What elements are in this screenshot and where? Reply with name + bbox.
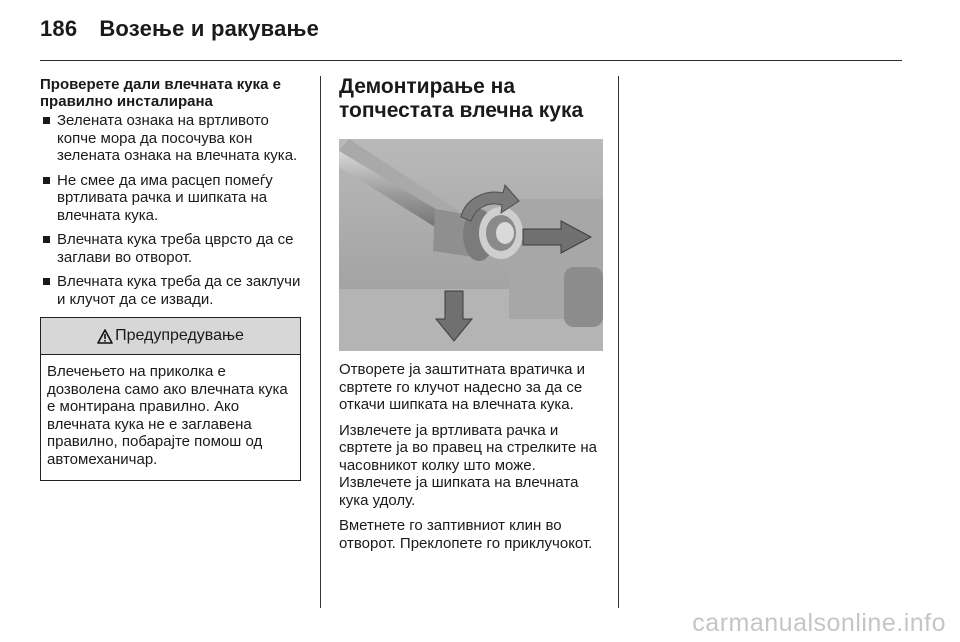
warning-triangle-icon: [97, 329, 113, 344]
page-number: 186: [40, 16, 78, 41]
warning-text: Влечењето на приколка е дозволена само ако влечната кука е монтирана правилно. Ако влечната кука не е заглавена правилно, побарајте помош од автомеханичар.: [47, 363, 288, 468]
bullet-square-icon: [43, 117, 50, 124]
warning-header: [41, 318, 300, 355]
middle-column: [339, 76, 605, 560]
bullet-square-icon: [43, 177, 50, 184]
instruction-paragraph-1: Отворете ја заштитната вратичка и свртете го клучот надесно за да се откачи шипката на влечната кука.: [339, 361, 585, 413]
list-item: [40, 172, 302, 225]
column-divider-2: [618, 76, 619, 608]
towbar-removal-illustration: [339, 139, 603, 351]
list-item: [40, 231, 302, 266]
list-item-text: Не смее да има расцеп помеѓу вртливата рачка и шипката на влечната кука.: [57, 171, 273, 224]
bullet-square-icon: [43, 278, 50, 285]
instruction-paragraph-3: Вметнете го заптивниот клин во отворот. Преклопете го приклучокот.: [339, 517, 593, 552]
column-divider-1: [320, 76, 321, 608]
instruction-paragraph-2: Извлечете ја вртливата рачка и свртете ја во правец на стрелките на часовникот колку што може. Извлечете ја шипката на влечната кука удолу.: [339, 421, 597, 509]
left-column: [40, 76, 302, 481]
list-item: [40, 112, 302, 165]
list-item-text: Влечната кука треба да се заклучи и клучот да се извади.: [57, 273, 301, 308]
page-header: [40, 16, 319, 42]
watermark: carmanualsonline.info: [692, 609, 946, 637]
warning-title: Предупредување: [115, 327, 244, 344]
list-item-text: Влечната кука треба цврсто да се заглави во отворот.: [57, 231, 294, 266]
page-title: Возење и ракување: [99, 16, 320, 41]
warning-box: [40, 317, 301, 481]
header-divider: [40, 60, 902, 61]
bullet-square-icon: [43, 236, 50, 243]
check-subheading: Проверете дали влечната кука е правилно инсталирана: [40, 76, 281, 110]
check-list: [40, 112, 302, 308]
instructions: [339, 361, 607, 552]
list-item-text: Зелената ознака на вртливото копче мора да посочува кон зелената ознака на влечната кука.: [57, 112, 298, 164]
section-title: Демонтирање на топчестата влечна кука: [339, 75, 584, 122]
list-item: [40, 273, 302, 308]
